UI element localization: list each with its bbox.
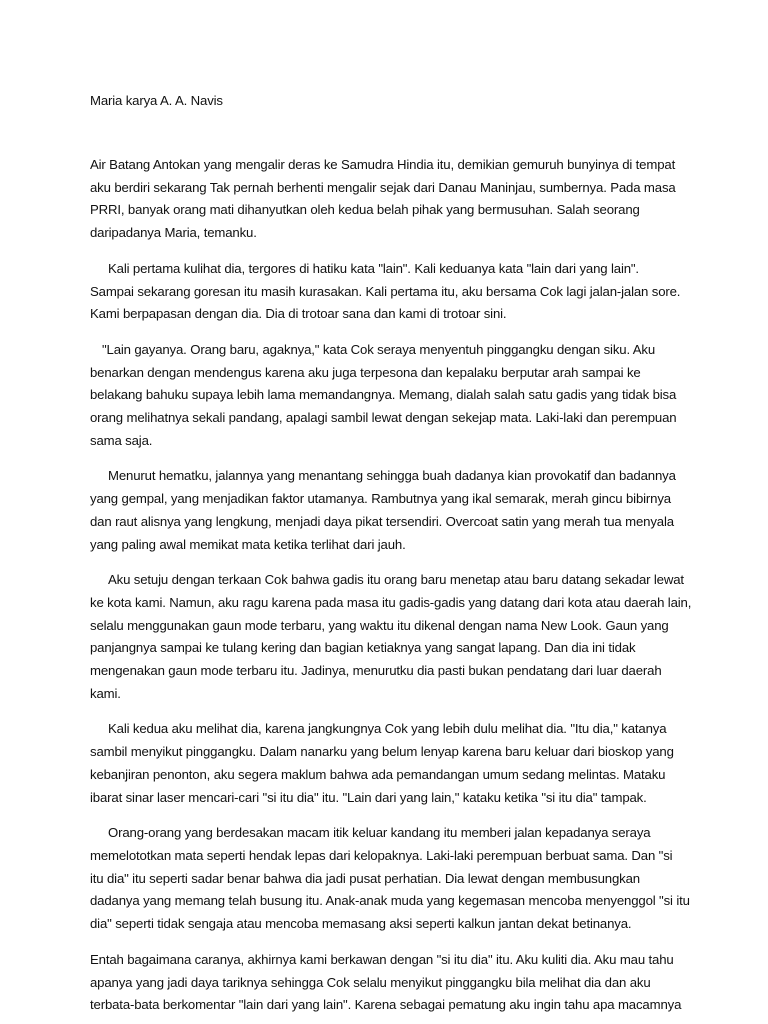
text-line: sama saja. xyxy=(90,432,153,448)
text-line: orang melihatnya sekali pandang, apalagi sambil lewat dengan sekejap mata. Laki-laki dan perempuan xyxy=(90,410,677,426)
text-line: Sampai sekarang goresan itu masih kurasakan. Kali pertama itu, aku bersama Cok lagi jalan-jalan sore. xyxy=(90,283,681,299)
text-line: yang gempal, yang menjadikan faktor utamanya. Rambutnya yang ikal semarak, merah gincu bibirnya xyxy=(90,491,671,507)
text-line: kebanjiran penonton, aku segera maklum bahwa ada pemandangan umum sedang melintas. Mataku xyxy=(90,766,666,782)
text-line: Menurut hematku, jalannya yang menantang sehingga buah dadanya kian provokatif dan badannya xyxy=(108,468,676,484)
text-line: Kali kedua aku melihat dia, karena jangkungnya Cok yang lebih dulu melihat dia. "Itu dia," katanya xyxy=(108,721,667,737)
text-line: apanya yang jadi daya tariknya sehingga Cok selalu menyikut pinggangku bila melihat dia dan aku xyxy=(90,974,651,990)
paragraph-6 xyxy=(90,718,680,809)
text-line: dia" seperti tidak sengaja atau mencoba memasang aksi seperti kalkun jantan dekat betinanya. xyxy=(90,916,632,932)
text-line: itu dia" itu seperti sadar benar bahwa dia jadi pusat perhatian. Dia lewat dengan membusungkan xyxy=(90,870,640,886)
paragraph-4 xyxy=(90,465,680,556)
text-line: mengenakan gaun mode terbaru itu. Jadinya, menurutku dia pasti bukan pendatang dari luar daerah xyxy=(90,663,662,679)
text-line: ibarat sinar laser mencari-cari "si itu dia" itu. "Lain dari yang lain," kataku ketika "si itu dia" tampak. xyxy=(90,789,647,805)
text-line: dadanya yang memang telah busung itu. Anak-anak muda yang kegemasan mencoba menyenggol "si itu xyxy=(90,893,690,909)
text-line: PRRI, banyak orang mati dihanyutkan oleh kedua belah pihak yang bermusuhan. Salah seorang xyxy=(90,202,640,218)
text-line: terbata-bata berkomentar "lain dari yang lain". Karena sebagai pematung aku ingin tahu apa macamnya xyxy=(90,997,682,1013)
text-line: "Lain gayanya. Orang baru, agaknya," kata Cok seraya menyentuh pinggangku dengan siku. Aku xyxy=(102,341,656,357)
paragraph-3 xyxy=(90,339,680,453)
paragraph-8 xyxy=(90,949,680,1017)
text-line: panjangnya sampai ke tulang kering dan bagian ketiaknya yang sangat lapang. Dan dia ini tidak xyxy=(90,640,636,656)
document-body xyxy=(90,154,692,1024)
text-line: Aku setuju dengan terkaan Cok bahwa gadis itu orang baru menetap atau baru datang sekadar lewat xyxy=(108,572,684,588)
text-line: Entah bagaimana caranya, akhirnya kami berkawan dengan "si itu dia" itu. Aku kuliti dia. Aku mau tahu xyxy=(90,951,674,967)
document-title: Maria karya A. A. Navis xyxy=(90,93,223,108)
text-line: sambil menyikut pinggangku. Dalam nanarku yang belum lenyap karena baru keluar dari bioskop yang xyxy=(90,744,674,760)
text-line: Kali pertama kulihat dia, tergores di hatiku kata "lain". Kali keduanya kata "lain dari yang lain". xyxy=(108,260,639,276)
text-line: belakang bahuku supaya lebih lama memandangnya. Memang, dialah salah satu gadis yang tidak bisa xyxy=(90,387,677,403)
text-line: dan raut alisnya yang lengkung, menjadi daya pikat tersendiri. Overcoat satin yang merah tua menyala xyxy=(90,513,674,529)
paragraph-7 xyxy=(90,822,690,936)
text-line: aku berdiri sekarang Tak pernah berhenti mengalir sejak dari Danau Maninjau, sumbernya. Pada masa xyxy=(90,179,676,195)
text-line: Air Batang Antokan yang mengalir deras ke Samudra Hindia itu, demikian gemuruh bunyinya di tempat xyxy=(90,157,676,172)
text-line: memelototkan mata seperti hendak lepas dari kelopaknya. Laki-laki perempuan berbuat sama. Dan "si xyxy=(90,847,673,863)
text-line: selalu menggunakan gaun mode terbaru, yang waktu itu dikenal dengan nama New Look. Gaun yang xyxy=(90,617,669,633)
text-line: ke kota kami. Namun, aku ragu karena pada masa itu gadis-gadis yang datang dari kota atau daerah lain, xyxy=(90,594,692,610)
paragraph-2 xyxy=(90,258,680,326)
text-line: kami. xyxy=(90,685,121,701)
paragraph-5 xyxy=(90,569,692,705)
text-line: Orang-orang yang berdesakan macam itik keluar kandang itu memberi jalan kepadanya seraya xyxy=(108,825,651,841)
text-line: daripadanya Maria, temanku. xyxy=(90,225,257,241)
text-line: Kami berpapasan dengan dia. Dia di trotoar sana dan kami di trotoar sini. xyxy=(90,306,507,322)
text-line: yang paling awal memikat mata ketika terlihat dari jauh. xyxy=(90,536,406,552)
text-line: benarkan dengan mendengus karena aku juga terpesona dan kepalaku berputar arah sampai ke xyxy=(90,364,641,380)
paragraph-1 xyxy=(90,154,680,245)
